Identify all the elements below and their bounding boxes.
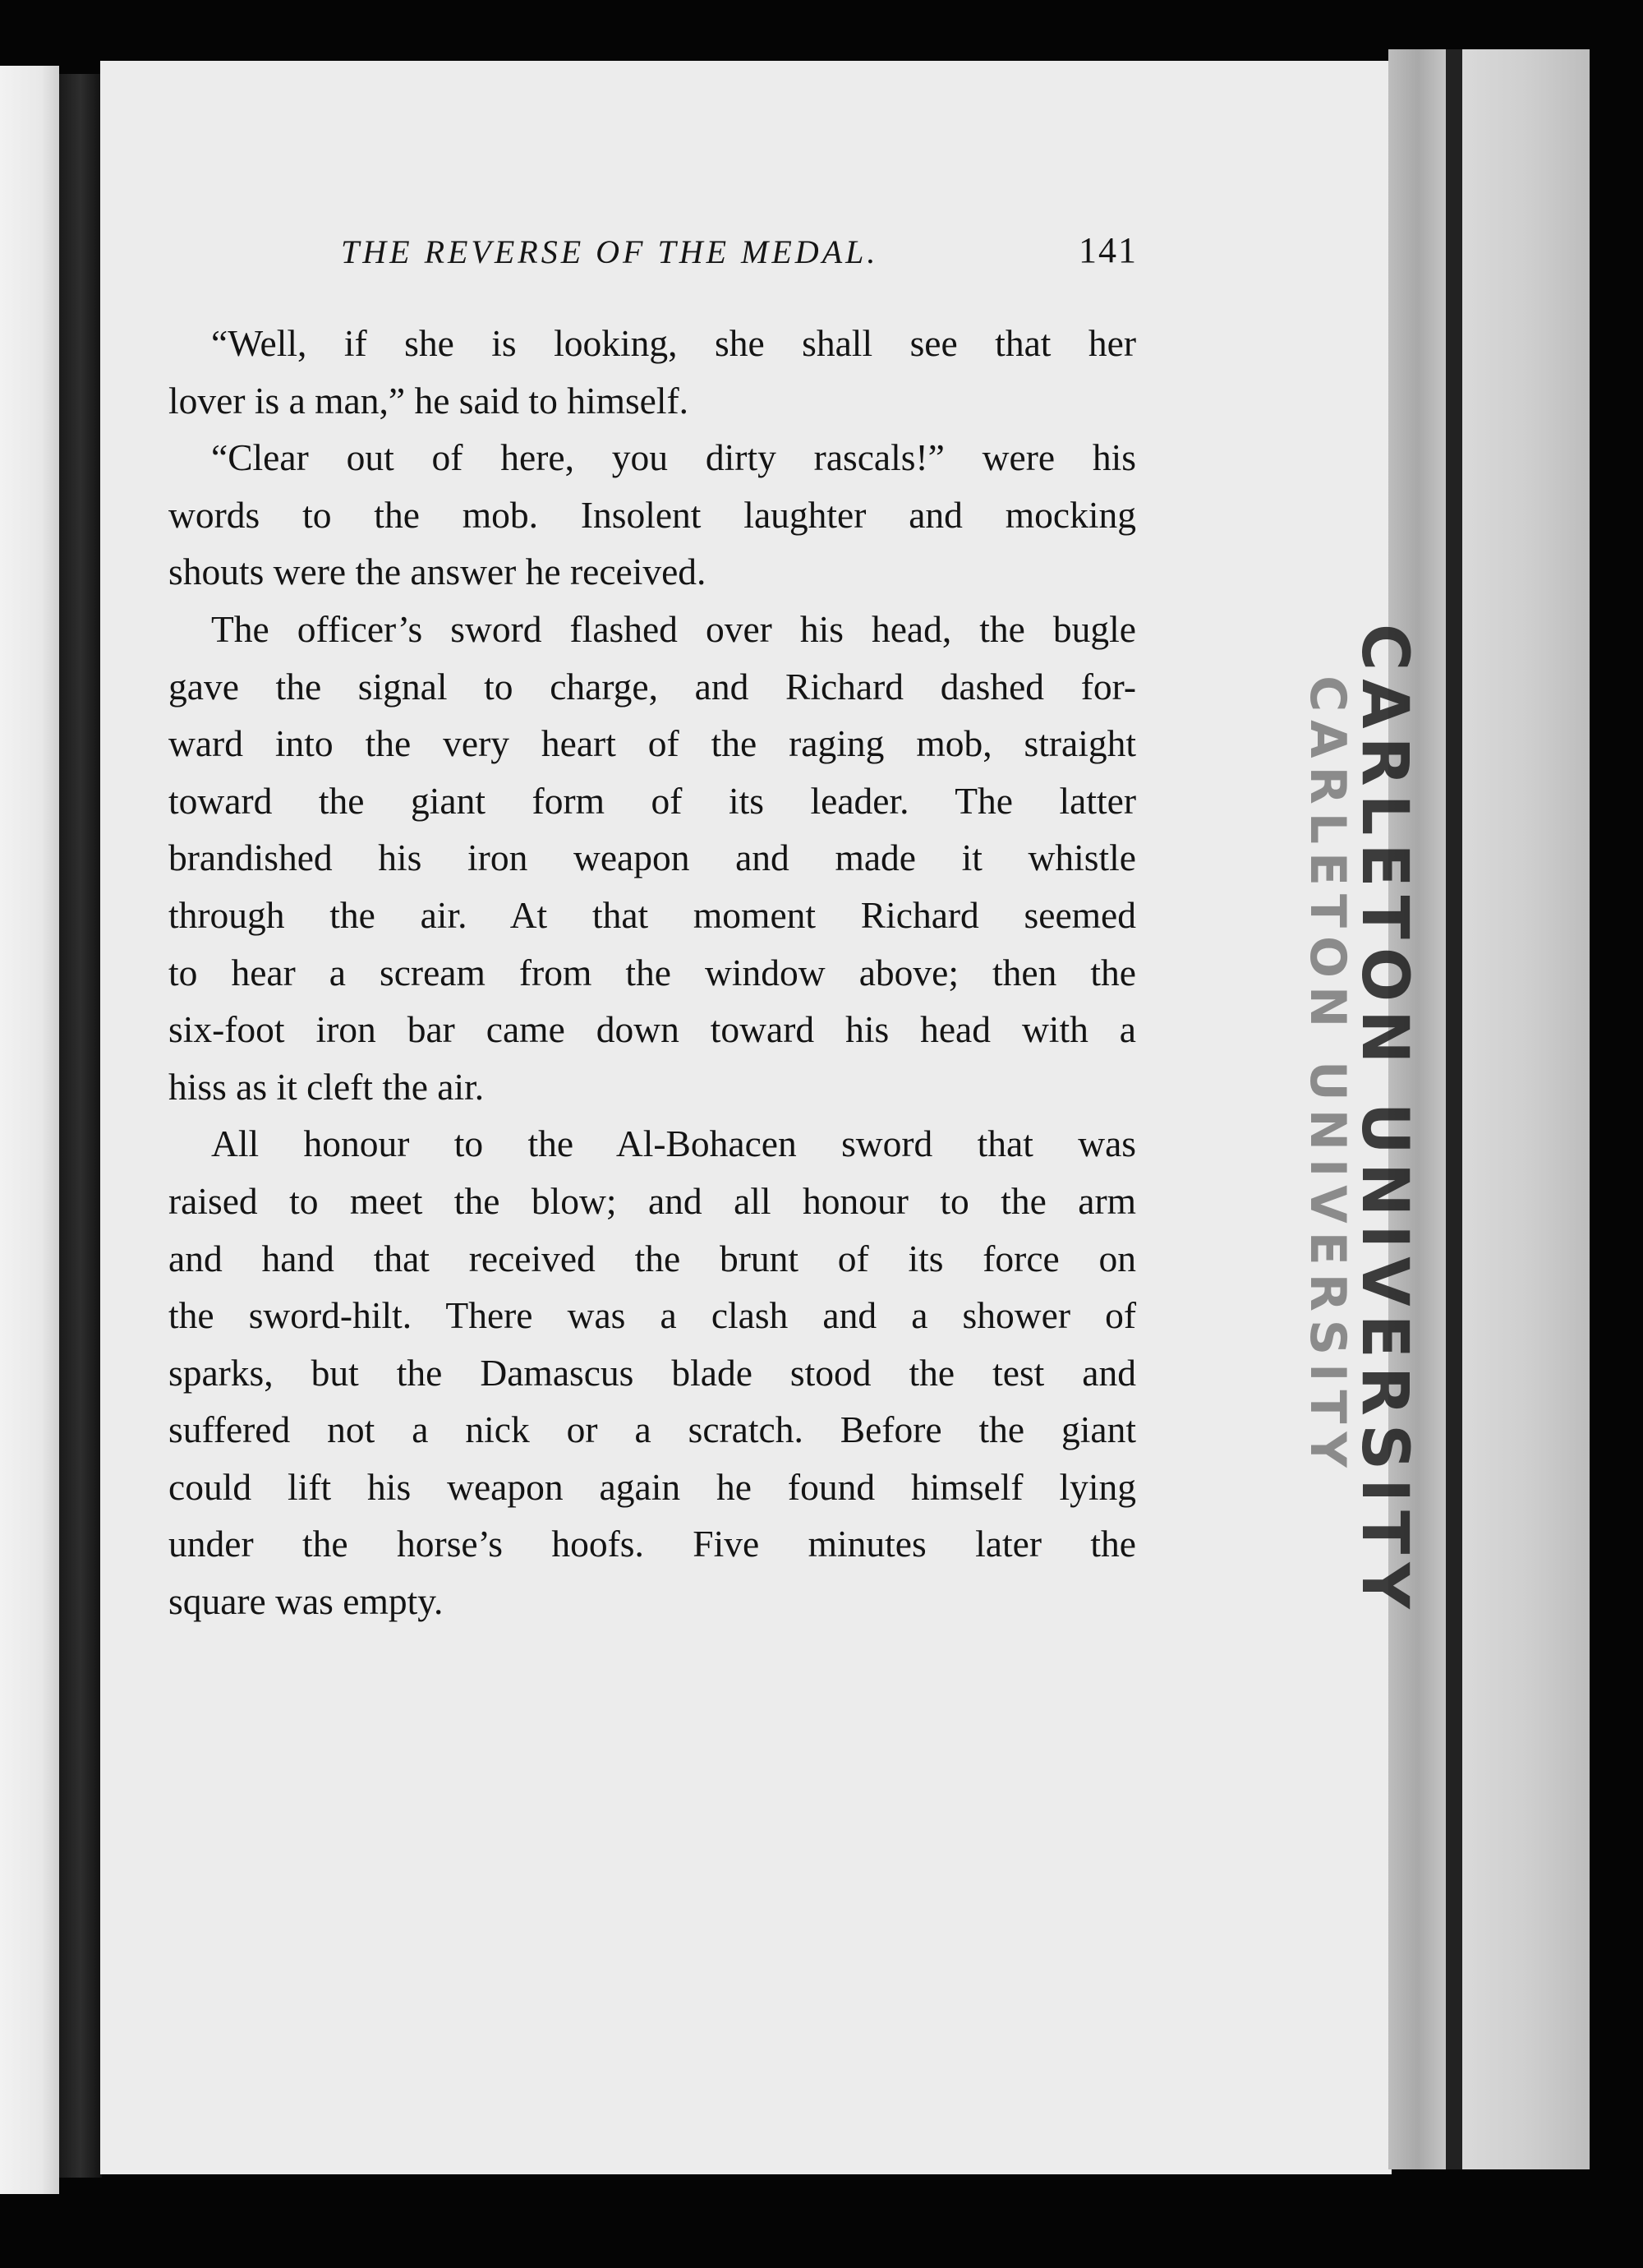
text-line: six-foot iron bar came down toward his head with a [168, 1008, 1136, 1051]
running-head [341, 230, 1138, 282]
paragraph [168, 1115, 1136, 1630]
text-line: sparks, but the Damascus blade stood the test and [168, 1351, 1136, 1394]
text-line: hiss as it cleft the air. [168, 1065, 485, 1108]
text-line: could lift his weapon again he found himself lying [168, 1465, 1136, 1508]
text-line: raised to meet the blow; and all honour to the arm [168, 1179, 1136, 1222]
text-line: “Well, if she is looking, she shall see that her [211, 322, 1136, 364]
running-title: THE REVERSE OF THE MEDAL. [341, 233, 879, 270]
page-number: 141 [1079, 230, 1138, 270]
paragraph [168, 429, 1136, 601]
text-line: to hear a scream from the window above; then the [168, 951, 1136, 993]
text-line: gave the signal to charge, and Richard dashed for- [168, 665, 1136, 708]
text-line: ward into the very heart of the raging mob, straight [168, 722, 1136, 765]
text-line: words to the mob. Insolent laughter and mocking [168, 493, 1136, 536]
text-line: through the air. At that moment Richard seemed [168, 893, 1136, 936]
text-line: “Clear out of here, you dirty rascals!” were his [211, 436, 1136, 479]
gutter-shadow [59, 74, 102, 2178]
text-line: and hand that received the brunt of its force on [168, 1237, 1136, 1279]
text-line: suffered not a nick or a scratch. Before the giant [168, 1408, 1136, 1451]
text-line: square was empty. [168, 1580, 444, 1623]
text-line: brandished his iron weapon and made it whistle [168, 837, 1136, 879]
book-cover-edge [1462, 49, 1590, 2169]
text-line: All honour to the Al-Bohacen sword that was [211, 1122, 1136, 1165]
binding-edge [1446, 49, 1462, 2169]
facing-page-edge [0, 66, 59, 2194]
library-stamp [1299, 624, 1421, 1617]
text-line: lover is a man,” he said to himself. [168, 379, 689, 422]
text-line: the sword-hilt. There was a clash and a shower of [168, 1294, 1136, 1337]
paragraph [168, 315, 1136, 429]
body-text [168, 315, 1136, 1630]
paragraph [168, 601, 1136, 1115]
library-stamp-line: CARLETON UNIVERSITY [1347, 624, 1421, 1617]
text-line: The officer’s sword flashed over his head, the bugle [211, 607, 1136, 650]
text-line: under the horse’s hoofs. Five minutes later the [168, 1523, 1136, 1565]
library-stamp-line-faded: CARLETON UNIVERSITY [1299, 675, 1356, 1476]
text-line: shouts were the answer he received. [168, 551, 706, 593]
text-line: toward the giant form of its leader. The latter [168, 779, 1136, 822]
